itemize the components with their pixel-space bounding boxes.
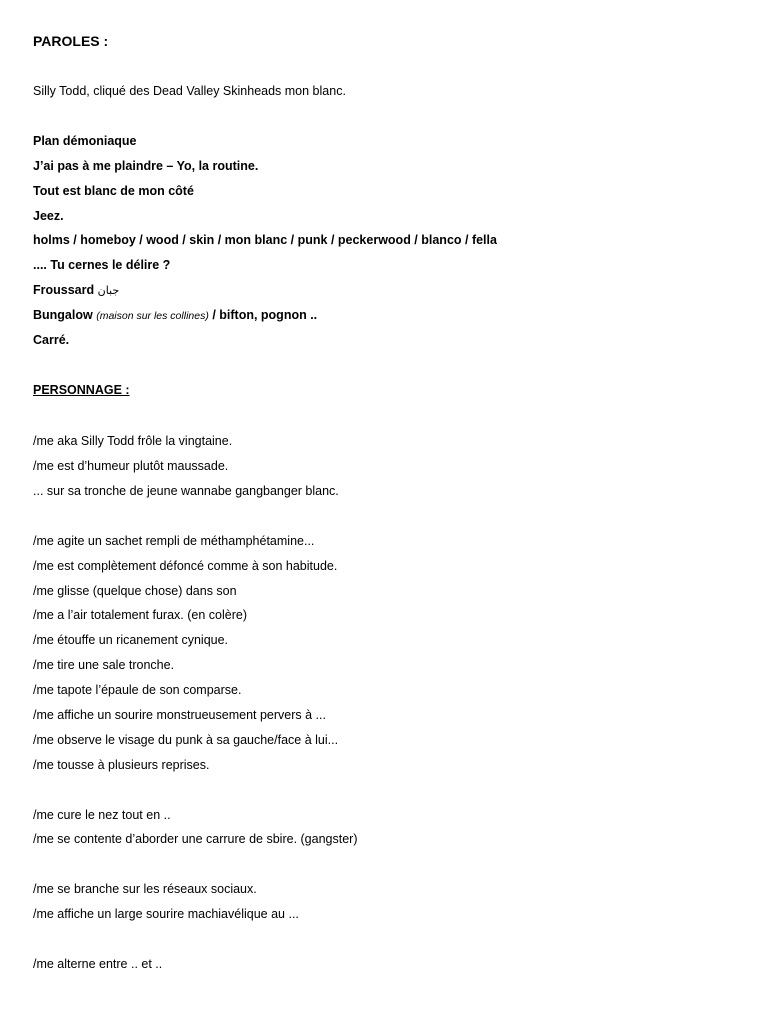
bungalow-rest: / bifton, pognon .. xyxy=(212,308,318,322)
paroles-intro: Silly Todd, cliqué des Dead Valley Skinheads mon blanc. xyxy=(33,84,346,98)
froussard-arabic: جبان xyxy=(97,285,120,297)
personnage-line: /me cure le nez tout en .. xyxy=(33,808,171,822)
personnage-line: /me tire une sale tronche. xyxy=(33,658,175,672)
paroles-line: Jeez. xyxy=(33,209,64,223)
bungalow-word: Bungalow xyxy=(33,308,93,322)
personnage-line: /me observe le visage du punk à sa gauche/face à lui... xyxy=(33,733,339,747)
personnage-line: /me est complètement défoncé comme à son habitude. xyxy=(33,559,338,573)
bungalow-line xyxy=(33,307,317,324)
personnage-heading: PERSONNAGE : xyxy=(33,383,130,397)
personnage-line: /me affiche un sourire monstrueusement pervers à ... xyxy=(33,708,326,722)
paroles-line: Tout est blanc de mon côté xyxy=(33,184,194,198)
paroles-line: holms / homeboy / wood / skin / mon blanc / punk / peckerwood / blanco / fella xyxy=(33,233,497,247)
paroles-heading: PAROLES : xyxy=(33,33,109,49)
personnage-line: /me se contente d’aborder une carrure de sbire. (gangster) xyxy=(33,832,358,846)
personnage-line: /me a l’air totalement furax. (en colère) xyxy=(33,608,247,622)
document-page xyxy=(33,0,733,1024)
personnage-line: ... sur sa tronche de jeune wannabe gangbanger blanc. xyxy=(33,484,339,498)
personnage-line: /me tapote l’épaule de son comparse. xyxy=(33,683,242,697)
personnage-line: /me alterne entre .. et .. xyxy=(33,957,163,971)
bungalow-note: (maison sur les collines) xyxy=(96,310,209,322)
froussard-line xyxy=(33,282,119,299)
paroles-line: .... Tu cernes le délire ? xyxy=(33,258,171,272)
personnage-line: /me est d’humeur plutôt maussade. xyxy=(33,459,229,473)
paroles-line: Plan démoniaque xyxy=(33,134,137,148)
personnage-line: /me étouffe un ricanement cynique. xyxy=(33,633,229,647)
personnage-line: /me se branche sur les réseaux sociaux. xyxy=(33,882,257,896)
personnage-line: /me glisse (quelque chose) dans son xyxy=(33,584,237,598)
froussard-word: Froussard xyxy=(33,283,95,297)
personnage-line: /me aka Silly Todd frôle la vingtaine. xyxy=(33,434,233,448)
personnage-line: /me affiche un large sourire machiavélique au ... xyxy=(33,907,299,921)
carre-line: Carré. xyxy=(33,333,70,347)
personnage-line: /me agite un sachet rempli de méthamphétamine... xyxy=(33,534,315,548)
paroles-line: J’ai pas à me plaindre – Yo, la routine. xyxy=(33,159,259,173)
personnage-line: /me tousse à plusieurs reprises. xyxy=(33,758,210,772)
